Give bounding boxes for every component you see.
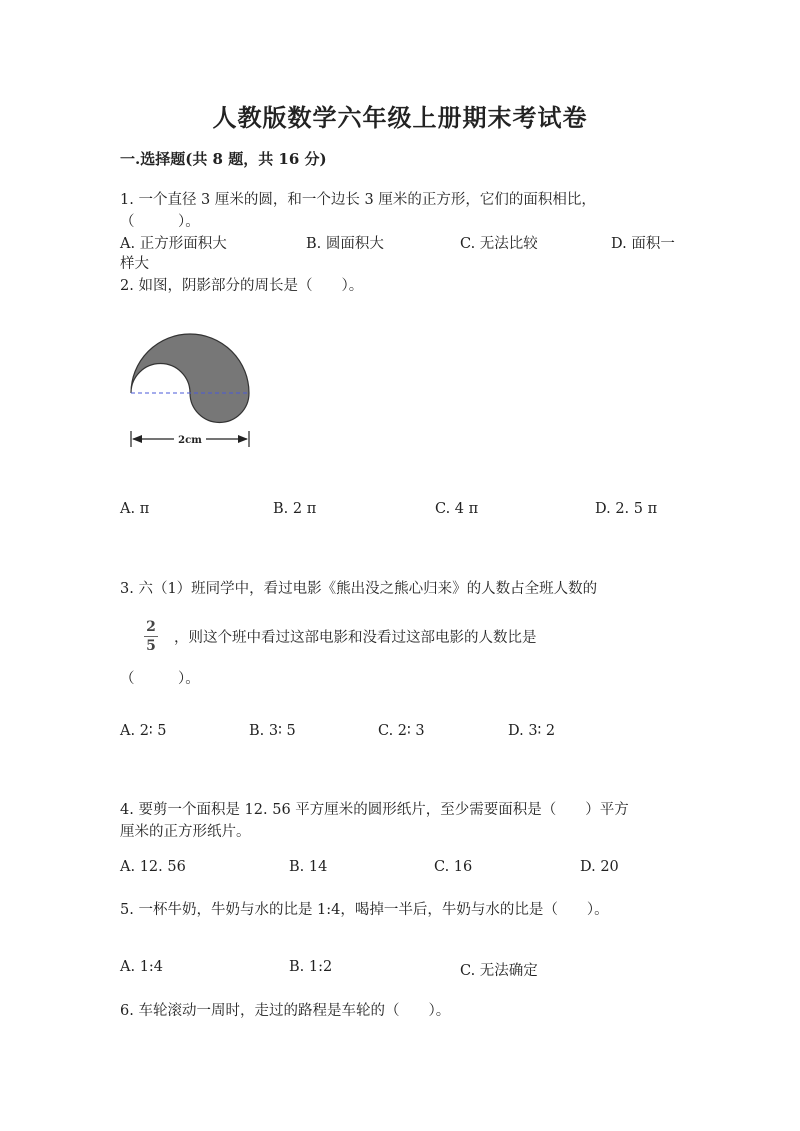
q5-option-a[interactable]: A. 1:4	[120, 959, 164, 975]
q2-option-a[interactable]: A. π	[120, 501, 150, 517]
question-3-text-cont: ，则这个班中看过这部电影和没看过这部电影的人数比是	[174, 630, 537, 646]
q1-option-d-wrap: 样大	[120, 256, 149, 272]
q1-option-c[interactable]: C. 无法比较	[460, 236, 538, 252]
q2-option-c[interactable]: C. 4 π	[435, 501, 479, 517]
dimension-arrow-left	[132, 435, 142, 443]
question-4-text: 4. 要剪一个面积是 12. 56 平方厘米的圆形纸片，至少需要面积是（ ）平方	[120, 802, 629, 818]
q3-option-b[interactable]: B. 3∶ 5	[249, 723, 296, 739]
q4-option-a[interactable]: A. 12. 56	[120, 859, 186, 875]
question-4-text-cont: 厘米的正方形纸片。	[120, 824, 251, 840]
question-3-text: 3. 六（1）班同学中，看过电影《熊出没之熊心归来》的人数占全班人数的	[120, 581, 598, 597]
q3-option-d[interactable]: D. 3∶ 2	[508, 723, 556, 739]
question-5-text: 5. 一杯牛奶，牛奶与水的比是 1:4，喝掉一半后，牛奶与水的比是（ ）。	[120, 902, 609, 918]
question-6-text: 6. 车轮滚动一周时，走过的路程是车轮的（ ）。	[120, 1003, 451, 1019]
section-heading: 一.选择题(共 8 题，共 16 分)	[120, 150, 327, 168]
question-1-text: 1. 一个直径 3 厘米的圆，和一个边长 3 厘米的正方形，它们的面积相比，	[120, 192, 596, 208]
q1-option-d[interactable]: D. 面积一	[611, 236, 675, 252]
q3-option-c[interactable]: C. 2∶ 3	[378, 723, 425, 739]
q4-option-b[interactable]: B. 14	[289, 859, 328, 875]
q4-option-d[interactable]: D. 20	[580, 859, 619, 875]
q2-option-d[interactable]: D. 2. 5 π	[595, 501, 658, 517]
question-1-blank: （ ）。	[120, 214, 200, 230]
q1-option-b[interactable]: B. 圆面积大	[306, 236, 384, 252]
question-3-blank: （ ）。	[120, 671, 200, 687]
page-title: 人教版数学六年级上册期末考试卷	[212, 103, 588, 132]
q3-option-a[interactable]: A. 2∶ 5	[120, 723, 167, 739]
q2-option-b[interactable]: B. 2 π	[273, 501, 317, 517]
fraction-numerator: 2	[146, 619, 156, 635]
q1-option-a[interactable]: A. 正方形面积大	[120, 236, 227, 252]
shaded-region	[131, 334, 249, 423]
dimension-arrow-right	[238, 435, 248, 443]
fraction-bar	[144, 636, 158, 637]
q4-option-c[interactable]: C. 16	[434, 859, 473, 875]
dimension-label: 2cm	[178, 435, 202, 446]
fraction-two-fifths	[144, 619, 158, 654]
q5-option-b[interactable]: B. 1:2	[289, 959, 333, 975]
shaded-figure	[120, 325, 260, 455]
q5-option-c[interactable]: C. 无法确定	[460, 963, 538, 979]
fraction-denominator: 5	[146, 638, 156, 654]
question-2-text: 2. 如图，阴影部分的周长是（ ）。	[120, 278, 364, 294]
